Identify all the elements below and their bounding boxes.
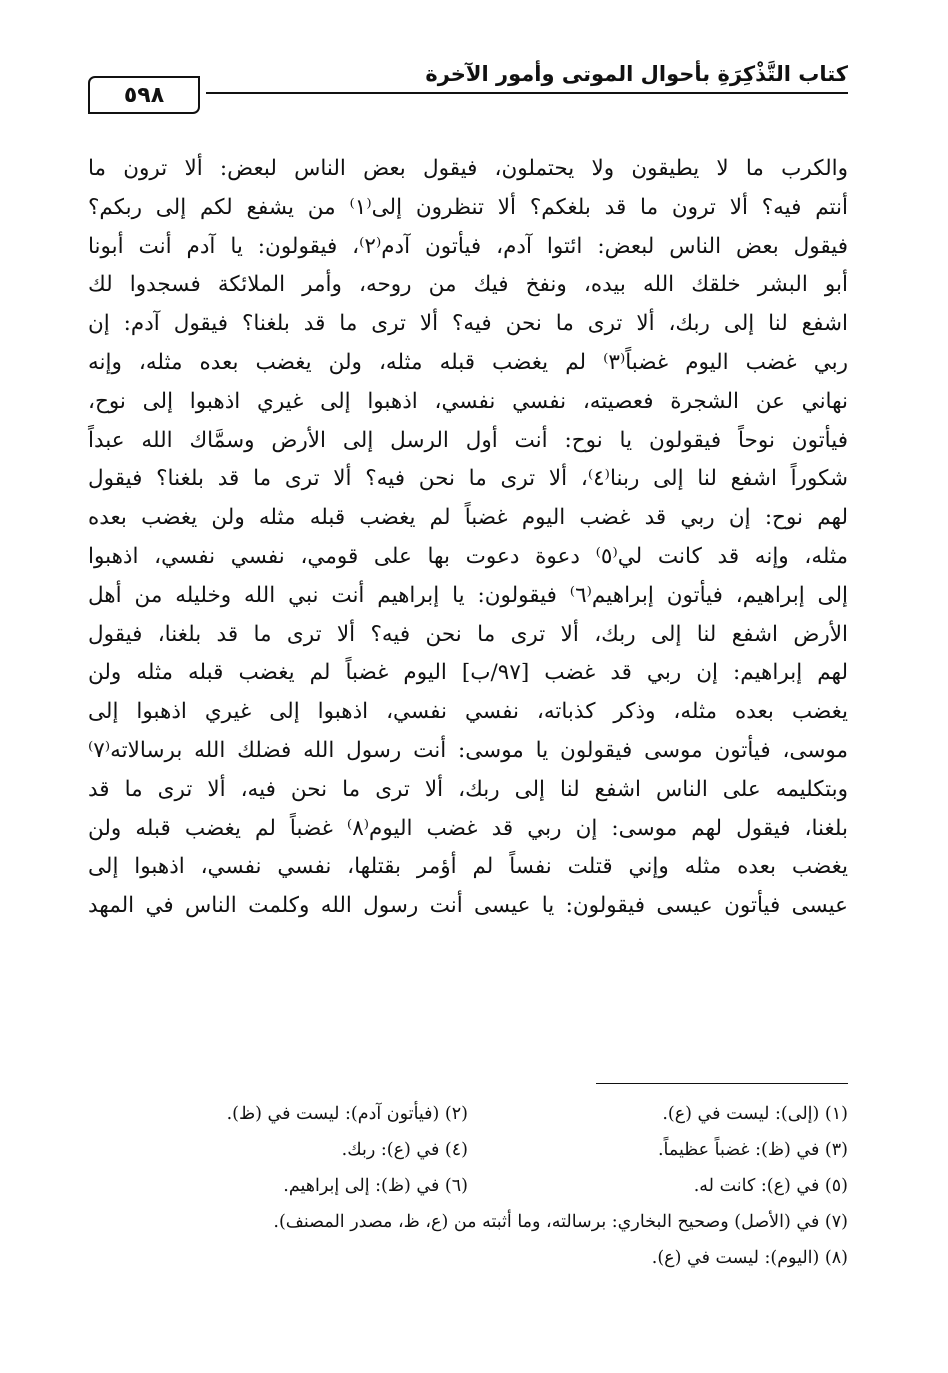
footnote-7: (٧) في (الأصل) وصحيح البخاري: برسالته، وما أثبته من (ع، ظ، مصدر المصنف). [273,1212,848,1232]
text-line: اشفع لنا إلى ربك، ألا ترى ما نحن فيه؟ ألا ترى ما قد بلغنا؟ فيقول آدم: إن [88,311,848,337]
footnotes [88,1096,848,1276]
text-line: موسى، فيأتون موسى فيقولون يا موسى: أنت رسول الله فضلك الله برسالاته⁽٧⁾ [88,737,848,763]
footnote-5: (٥) في (ع): كانت له. [693,1176,848,1196]
text-line: لهم نوح: إن ربي قد غضب اليوم غضباً لم يغضب قبله مثله ولن يغضب بعده [88,505,848,531]
text-line: شكوراً اشفع لنا إلى ربنا⁽٤⁾، ألا ترى ما نحن فيه؟ ألا ترى ما قد بلغنا؟ فيقول [88,466,849,492]
footnote-1: (١) (إلى): ليست في (ع). [662,1104,848,1124]
text-line: يغضب بعده مثله وإني قتلت نفساً لم أؤمر بقتلها، نفسي نفسي، اذهبوا إلى [88,854,848,880]
text-line: وبتكليمه على الناس اشفع لنا إلى ربك، ألا ترى ما نحن فيه، ألا ترى ما قد [88,776,848,802]
text-line: فيأتون نوحاً فيقولون يا نوح: أنت أول الرسل إلى الأرض وسمَّاك الله عبداً [88,427,848,453]
text-line: أنتم فيه؟ ألا ترون ما قد بلغكم؟ ألا تنظرون إلى⁽١⁾ من يشفع لكم إلى ربكم؟ [88,194,848,220]
main-text [88,150,848,926]
text-line: ربي غضب اليوم غضباً⁽٣⁾ لم يغضب قبله مثله، ولن يغضب بعده مثله، وإنه [88,349,848,375]
footnote-rule [596,1083,848,1084]
book-title: كتاب التَّذْكِرَةِ بأحوال الموتى وأمور الآخرة [425,62,848,86]
footnote-row [88,1096,848,1132]
text-line: والكرب ما لا يطيقون ولا يحتملون، فيقول بعض الناس لبعض: ألا ترون ما [88,156,848,181]
text-line: إلى إبراهيم، فيأتون إبراهيم⁽٦⁾ فيقولون: يا إبراهيم أنت نبي الله وخليله من أهل [88,582,848,608]
footnote-2: (٢) (فيأتون آدم): ليست في (ظ). [226,1104,468,1124]
text-line: الأرض اشفع لنا إلى ربك، ألا ترى ما نحن فيه؟ ألا ترى ما قد بلغنا، فيقول [88,621,848,647]
header-rule [206,92,848,94]
text-line: عيسى فيأتون عيسى فيقولون: يا عيسى أنت رسول الله وكلمت الناس في المهد [88,893,848,919]
text-line: بلغنا، فيقول لهم موسى: إن ربي قد غضب اليوم⁽٨⁾ غضباً لم يغضب قبله ولن [88,815,849,841]
footnote-6: (٦) في (ظ): إلى إبراهيم. [283,1176,468,1196]
main-paragraph [88,150,848,926]
text-line: أبو البشر خلقك الله بيده، ونفخ فيك من روحه، وأمر الملائكة فسجدوا لك [88,272,848,298]
text-line: فيقول بعض الناس لبعض: ائتوا آدم، فيأتون آدم⁽٢⁾، فيقولون: يا آدم أنت أبونا [88,233,848,259]
footnote-4: (٤) في (ع): ربك. [341,1140,468,1160]
footnote-3: (٣) في (ظ): غضباً عظيماً. [657,1140,848,1160]
footnote-row [88,1132,848,1168]
footnote-row [88,1168,848,1204]
page-number: ٥٩٨ [88,76,200,114]
text-line: يغضب بعده مثله، وذكر كذباته، نفسي نفسي، اذهبوا إلى غيري اذهبوا إلى [88,699,848,725]
page-header [88,58,848,118]
text-line: نهاني عن الشجرة فعصيته، نفسي نفسي، اذهبوا إلى غيري اذهبوا إلى نوح، [88,388,848,414]
text-line: لهم إبراهيم: إن ربي قد غضب [٩٧/ب] اليوم غضباً لم يغضب قبله مثله ولن [88,660,848,686]
text-line: مثله، وإنه قد كانت لي⁽٥⁾ دعوة دعوت بها على قومي، نفسي نفسي، اذهبوا [88,543,848,569]
footnote-8: (٨) (اليوم): ليست في (ع). [651,1248,848,1268]
